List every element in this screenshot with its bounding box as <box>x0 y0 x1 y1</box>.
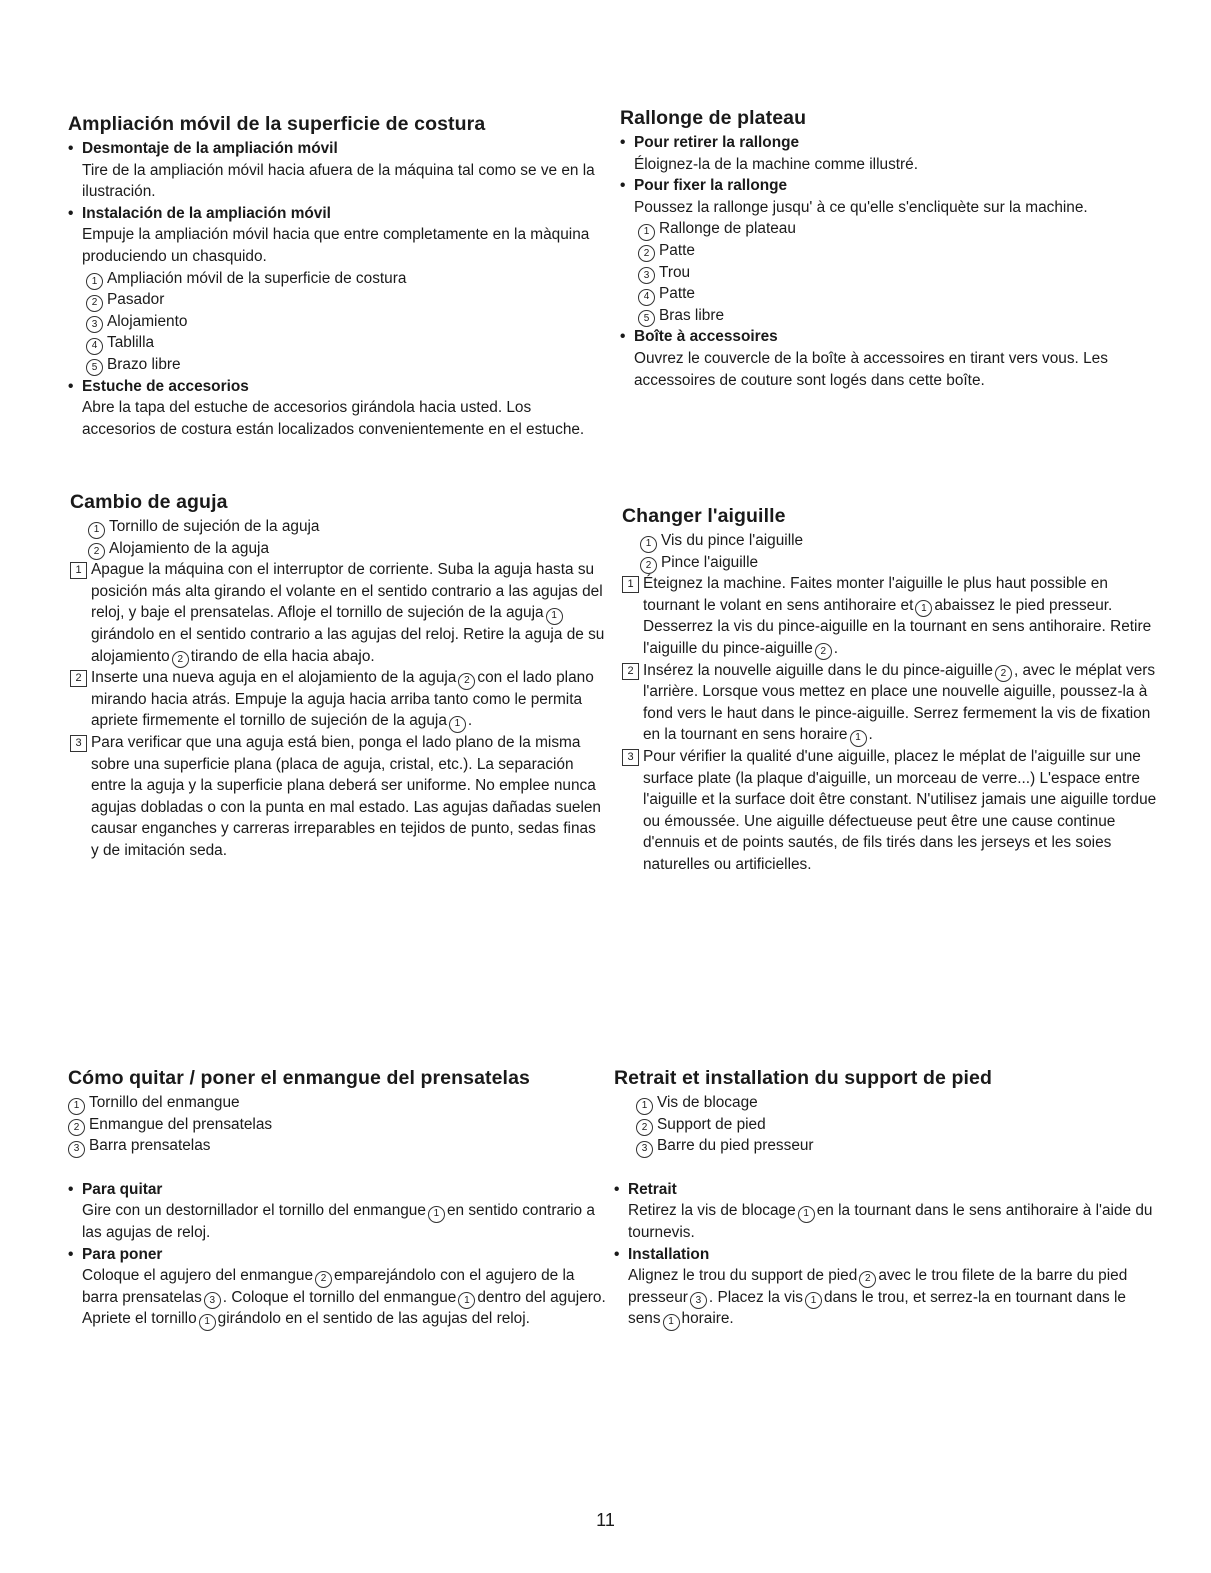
heading: Ampliación móvil de la superficie de costura <box>68 113 486 135</box>
step-2 <box>622 660 1157 746</box>
step-text: Éteignez la machine. Faites monter l'aiguille le plus haut possible en tournant le volant en sens antihoraire et 1 abaissez le pied presseur. Desserrez la vis du pince-aiguille en la tournant en sens antihoraire. Retire l'aiguille du pince-aiguille 2 . <box>643 573 1157 659</box>
step-number-box: 2 <box>70 670 87 687</box>
circled-number: 2 <box>88 543 105 560</box>
bullet-heading: • Installation <box>614 1244 1154 1266</box>
legend-label: Tablilla <box>107 334 155 352</box>
legend-item <box>640 552 1157 574</box>
circled-number: 1 <box>88 522 105 539</box>
legend-label: Enmangue del prensatelas <box>89 1115 273 1133</box>
legend-label: Pince l'aiguille <box>661 553 759 571</box>
step-number-box: 1 <box>70 562 87 579</box>
circled-number: 3 <box>86 316 103 333</box>
legend-item <box>88 538 605 560</box>
circled-number: 1 <box>449 716 466 733</box>
circled-number: 2 <box>636 1119 653 1136</box>
legend-label: Ampliación móvil de la superficie de costura <box>107 269 407 287</box>
circled-number: 3 <box>204 1292 221 1309</box>
section-es-needle <box>70 490 605 862</box>
step-text: Para verificar que una aguja está bien, ponga el lado plano de la misma sobre una superficie plana (placa de aguja, cristal, etc.). La separación entre la aguja y la superficie plana deberá ser uniforme. No emplee nunca agujas dobladas o con la punta en mal estado. Las agujas dañadas suelen causar enganches y carreras irreparables en tejidos de punto, sedas finas y de imitación seda. <box>91 733 601 859</box>
legend-label: Alojamiento <box>107 312 188 330</box>
circled-number: 1 <box>546 608 563 625</box>
legend-item <box>88 516 605 538</box>
legend-item <box>86 268 608 290</box>
paragraph: Alignez le trou du support de pied 2 avec le trou filete de la barre du pied presseur 3 . Placez la vis 1 dans le trou, et serrez-la en tournant dans le sens 1 horaire. <box>614 1265 1154 1330</box>
bullet-heading: • Boîte à accessoires <box>620 326 1160 348</box>
circled-number: 1 <box>798 1206 815 1223</box>
step-text: Apague la máquina con el interruptor de corriente. Suba la aguja hasta su posición más alta girando el volante en el sentido contrario a las agujas del reloj, y baje el prensatelas. Afloje el tornillo de sujeción de la aguja 1girándolo en el sentido contrario a las agujas del reloj. Retire la aguja de su alojamiento 2 tirando de ella hacia abajo. <box>91 559 605 667</box>
step-3 <box>622 746 1157 876</box>
heading: Cómo quitar / poner el enmangue del prensatelas <box>68 1067 530 1089</box>
heading: Changer l'aiguille <box>622 505 786 527</box>
legend-label: Support de pied <box>657 1115 766 1133</box>
legend-label: Patte <box>659 241 695 259</box>
step-3 <box>70 732 605 862</box>
legend-item <box>638 240 1160 262</box>
bullet-heading: • Desmontaje de la ampliación móvil <box>68 138 608 160</box>
bullet-heading: • Pour fixer la rallonge <box>620 175 1160 197</box>
section-fr-extension <box>620 106 1160 391</box>
circled-number: 1 <box>458 1292 475 1309</box>
legend-item <box>636 1092 1154 1114</box>
section-fr-shank <box>614 1066 1154 1330</box>
heading: Rallonge de plateau <box>620 107 807 129</box>
legend-label: Vis de blocage <box>657 1094 758 1111</box>
legend-label: Brazo libre <box>107 355 181 373</box>
paragraph: Abre la tapa del estuche de accesorios girándola hacia usted. Los accesorios de costura están localizados convenientemente en el estuche. <box>82 399 585 438</box>
bullet-heading: • Instalación de la ampliación móvil <box>68 203 608 225</box>
step-number-box: 1 <box>622 576 639 593</box>
bullet-heading: • Pour retirer la rallonge <box>620 132 1160 154</box>
circled-number: 1 <box>663 1314 680 1331</box>
legend-label: Bras libre <box>659 306 725 324</box>
paragraph: Ouvrez le couvercle de la boîte à accessoires en tirant vers vous. Les accessoires de couture sont logés dans cette boîte. <box>634 349 1108 389</box>
legend-item <box>638 262 1160 284</box>
legend-item <box>640 530 1157 552</box>
legend-label: Barre du pied presseur <box>657 1137 814 1155</box>
bullet-heading: • Estuche de accesorios <box>68 376 608 398</box>
circled-number: 4 <box>638 289 655 306</box>
legend-item <box>86 354 608 376</box>
step-1 <box>622 573 1157 659</box>
paragraph: Empuje la ampliación móvil hacia que entre completamente en la màquina produciendo un chasquido. <box>82 226 590 265</box>
circled-number: 1 <box>640 536 657 553</box>
legend-list <box>622 530 1157 573</box>
circled-number: 2 <box>640 557 657 574</box>
circled-number: 1 <box>636 1098 653 1115</box>
step-text: Inserte una nueva aguja en el alojamiento de la aguja 2 con el lado plano mirando hacia atrás. Empuje la aguja hacia arriba tanto como le permita apriete firmemente el tornillo de sujeción de la aguja 1 . <box>91 667 605 732</box>
bullet-heading: • Para poner <box>68 1244 608 1266</box>
circled-number: 5 <box>638 310 655 327</box>
legend-item <box>68 1114 608 1136</box>
paragraph: Poussez la rallonge jusqu' à ce qu'elle s'encliquète sur la machine. <box>634 198 1088 216</box>
paragraph: Gire con un destornillador el tornillo del enmangue 1 en sentido contrario a las agujas de reloj. <box>82 1202 595 1241</box>
legend-label: Vis du pince l'aiguille <box>661 532 804 549</box>
legend-item <box>638 283 1160 305</box>
legend-label: Tornillo de sujeción de la aguja <box>109 518 320 535</box>
legend-label: Rallonge de plateau <box>659 220 796 238</box>
legend-item <box>86 332 608 354</box>
legend-list <box>68 268 608 376</box>
circled-number: 1 <box>428 1206 445 1223</box>
heading: Cambio de aguja <box>70 491 228 513</box>
legend-label: Pasador <box>107 291 165 309</box>
circled-number: 4 <box>86 338 103 355</box>
legend-label: Barra prensatelas <box>89 1137 211 1155</box>
step-number-box: 3 <box>622 749 639 766</box>
paragraph: Éloignez-la de la machine comme illustré. <box>634 155 918 173</box>
step-number-box: 2 <box>622 663 639 680</box>
circled-number: 2 <box>859 1271 876 1288</box>
step-2 <box>70 667 605 732</box>
bullet-heading: • Retrait <box>614 1179 1154 1201</box>
legend-item <box>86 289 608 311</box>
circled-number: 1 <box>850 730 867 747</box>
legend-item <box>638 218 1160 240</box>
circled-number: 3 <box>68 1141 85 1158</box>
circled-number: 2 <box>815 643 832 660</box>
legend-item <box>636 1114 1154 1136</box>
section-es-extension <box>68 112 608 440</box>
legend-label: Trou <box>659 263 691 281</box>
legend-list <box>70 516 605 559</box>
circled-number: 2 <box>68 1119 85 1136</box>
circled-number: 1 <box>638 224 655 241</box>
circled-number: 2 <box>315 1271 332 1288</box>
step-1 <box>70 559 605 667</box>
circled-number: 2 <box>995 665 1012 682</box>
circled-number: 3 <box>638 267 655 284</box>
legend-list <box>68 1092 608 1157</box>
heading: Retrait et installation du support de pied <box>614 1067 992 1089</box>
circled-number: 3 <box>690 1292 707 1309</box>
circled-number: 3 <box>636 1141 653 1158</box>
legend-item <box>68 1092 608 1114</box>
circled-number: 1 <box>86 273 103 290</box>
step-text: Pour vérifier la qualité d'une aiguille, placez le méplat de l'aiguille sur une surface plate (la plaque d'aiguille, un morceau de verre...) L'espace entre l'aiguille et la surface doit être constant. N'utilisez jamais une aiguille tordue ou émoussée. Une aiguille défectueuse peut être une cause continue d'ennuis et de points sautés, de fils tirés dans les jerseys et les soies naturelles ou artificielles. <box>643 747 1157 873</box>
circled-number: 5 <box>86 359 103 376</box>
legend-label: Tornillo del enmangue <box>89 1094 240 1111</box>
circled-number: 1 <box>68 1098 85 1115</box>
legend-item <box>68 1135 608 1157</box>
legend-list <box>620 218 1160 326</box>
circled-number: 2 <box>86 295 103 312</box>
section-fr-needle <box>622 504 1157 876</box>
step-text: Insérez la nouvelle aiguille dans le du pince-aiguille 2 , avec le méplat vers l'arrière. Lorsque vous mettez en place une nouvelle aiguille, poussez-la à fond vers le haut dans le pince-aiguille. Serrez fermement la vis de fixation en la tournant en sens horaire 1 . <box>643 660 1157 746</box>
legend-item <box>638 305 1160 327</box>
legend-label: Patte <box>659 285 695 303</box>
paragraph: Coloque el agujero del enmangue 2 emparejándolo con el agujero de la barra prensatelas 3 . Coloque el tornillo del enmangue 1 dentro del agujero. Apriete el tornillo 1 girándolo en el sentido de las agujas del reloj. <box>68 1265 608 1330</box>
bullet-heading: • Para quitar <box>68 1179 608 1201</box>
legend-label: Alojamiento de la aguja <box>109 539 270 557</box>
circled-number: 2 <box>638 245 655 262</box>
legend-item <box>636 1135 1154 1157</box>
paragraph: Tire de la ampliación móvil hacia afuera de la máquina tal como se ve en la ilustración. <box>82 161 595 201</box>
paragraph: Retirez la vis de blocage 1 en la tournant dans le sens antihoraire à l'aide du tournevis. <box>628 1202 1153 1241</box>
page-number: 11 <box>596 1510 615 1530</box>
circled-number: 1 <box>805 1292 822 1309</box>
legend-item <box>86 311 608 333</box>
circled-number: 2 <box>172 651 189 668</box>
circled-number: 2 <box>458 673 475 690</box>
legend-list <box>614 1092 1154 1157</box>
circled-number: 1 <box>915 600 932 617</box>
step-number-box: 3 <box>70 735 87 752</box>
section-es-shank <box>68 1066 608 1330</box>
circled-number: 1 <box>199 1314 216 1331</box>
